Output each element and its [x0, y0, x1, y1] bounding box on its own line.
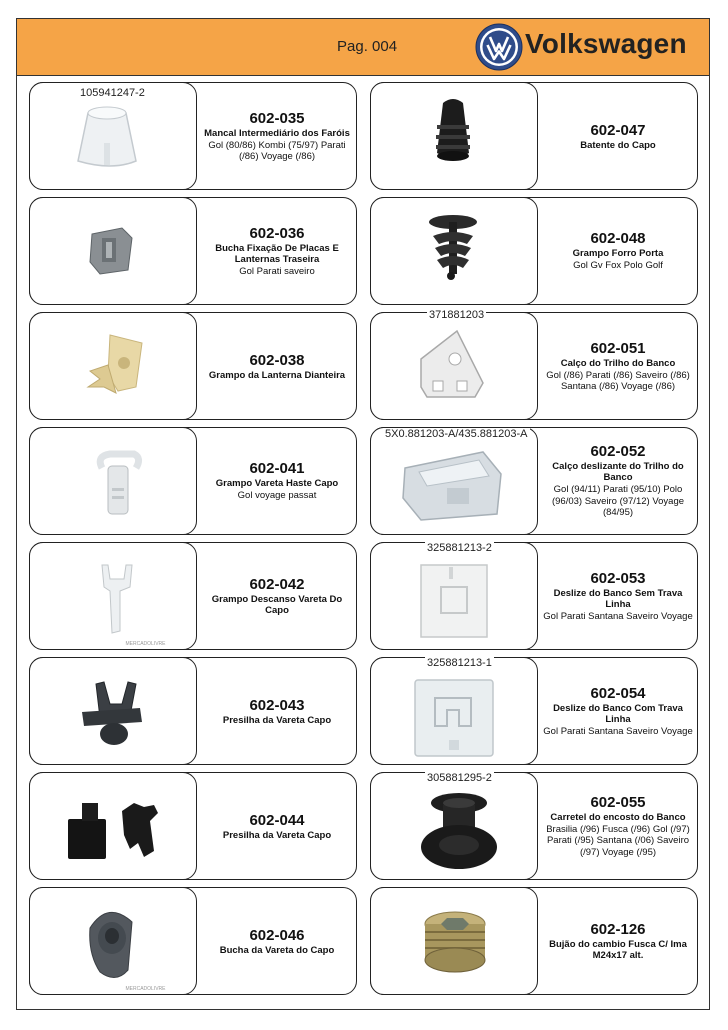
rod-retainer-icon	[30, 658, 197, 765]
product-applications: Gol (94/11) Parati (95/10) Polo (96/03) Saveiro (97/12) Voyage (84/95)	[551, 484, 685, 519]
product-info	[539, 888, 697, 994]
product-name: Presilha da Vareta Capo	[222, 714, 332, 726]
product-card	[29, 197, 357, 305]
product-info	[539, 428, 697, 534]
product-image	[29, 427, 197, 535]
reference-number: 305881295-2	[427, 772, 492, 784]
product-card	[370, 542, 698, 650]
product-image	[29, 772, 197, 880]
spool-icon	[371, 773, 538, 880]
product-name: Grampo Vareta Haste Capo	[215, 478, 339, 490]
product-image	[370, 82, 538, 190]
product-name: Deslize do Banco Sem Trava Linha	[553, 587, 683, 610]
product-applications: Gol Gv Fox Polo Golf	[573, 260, 663, 272]
product-code: 602-036	[249, 224, 305, 242]
product-name: Calço do Trilho do Banco	[560, 357, 676, 369]
product-code: 602-035	[249, 109, 305, 127]
product-info	[198, 198, 356, 304]
page-number: Pag. 004	[337, 38, 398, 55]
product-code: 602-055	[590, 793, 646, 811]
page-header	[16, 18, 710, 76]
product-image	[29, 197, 197, 305]
product-image	[370, 542, 538, 650]
product-code: 602-048	[590, 230, 646, 248]
product-code: 602-043	[249, 696, 305, 714]
reference-number: 325881213-2	[427, 542, 492, 554]
product-code: 602-053	[590, 569, 646, 587]
plate-bushing-icon	[30, 198, 197, 305]
product-name: Bucha da Vareta do Capo	[219, 944, 335, 956]
product-applications: Gol (/86) Parati (/86) Saveiro (/86) Santana (/86) Voyage (/86)	[546, 369, 690, 392]
product-card	[29, 427, 357, 535]
reference-number: 5X0.881203-A/435.881203-A	[385, 428, 528, 440]
product-name: Mancal Intermediário dos Faróis	[204, 127, 350, 139]
product-image	[29, 312, 197, 420]
product-image	[370, 772, 538, 880]
push-clip-icon	[371, 198, 538, 305]
product-name: Bucha Fixação De Placas E Lanternas Traseira	[215, 242, 339, 265]
product-code: 602-051	[590, 339, 646, 357]
product-info	[198, 773, 356, 879]
product-image	[370, 312, 538, 420]
retainer-pair-icon	[30, 773, 197, 880]
product-applications: Gol (80/86) Kombi (75/97) Parati (/86) Voyage (/86)	[208, 139, 346, 162]
product-name: Carretel do encosto do Banco	[550, 811, 686, 823]
brand-name: Volkswagen	[525, 28, 687, 59]
product-code: 602-046	[249, 926, 305, 944]
product-info	[539, 313, 697, 419]
vw-logo-icon	[475, 23, 523, 71]
product-applications: Brasilia (/96) Fusca (/96) Gol (/97) Parati (/95) Santana (/06) Saveiro (/97) Voyage (/95)	[546, 823, 690, 858]
drain-plug-icon	[371, 888, 538, 995]
product-info	[198, 428, 356, 534]
product-name: Bujão do cambio Fusca C/ Ima M24x17 alt.	[549, 939, 687, 961]
product-card	[29, 542, 357, 650]
grommet-icon	[30, 888, 197, 995]
product-applications: Gol Parati Santana Saveiro Voyage	[543, 610, 693, 622]
product-code: 602-054	[590, 684, 646, 702]
product-code: 602-044	[249, 811, 305, 829]
product-card	[29, 772, 357, 880]
product-image: MERCADOLIVRE	[29, 542, 197, 650]
product-image	[370, 197, 538, 305]
product-image: MERCADOLIVRE	[29, 887, 197, 995]
product-card	[370, 309, 698, 420]
product-card	[29, 312, 357, 420]
sliding-shim-icon	[371, 428, 538, 535]
product-card	[29, 657, 357, 765]
product-info	[539, 83, 697, 189]
product-name: Batente do Capo	[580, 139, 656, 151]
product-card	[370, 657, 698, 765]
product-image	[29, 657, 197, 765]
rail-shim-icon	[371, 313, 538, 420]
reference-number: 105941247-2	[80, 87, 145, 99]
product-info	[539, 198, 697, 304]
product-info	[539, 543, 697, 649]
rod-clip-icon	[30, 428, 197, 535]
product-name: Calço deslizante do Trilho do Banco	[552, 461, 684, 484]
product-card	[370, 427, 698, 535]
product-image	[370, 427, 538, 535]
product-code: 602-126	[590, 921, 646, 938]
seat-slide-lock-icon	[371, 658, 538, 765]
product-code: 602-038	[249, 351, 305, 369]
product-card	[29, 887, 357, 995]
product-name: Grampo Descanso Vareta Do Capo	[211, 594, 343, 616]
product-name: Presilha da Vareta Capo	[222, 829, 332, 841]
product-info	[539, 658, 697, 764]
product-name: Grampo Forro Porta	[572, 248, 664, 260]
product-applications: Gol voyage passat	[237, 490, 317, 502]
seat-slide-icon	[371, 543, 538, 650]
product-code: 602-052	[590, 443, 646, 461]
product-info	[198, 658, 356, 764]
product-code: 602-041	[249, 460, 305, 478]
product-card	[29, 82, 357, 190]
product-card	[370, 772, 698, 880]
reference-number: 325881213-1	[427, 657, 492, 669]
product-image	[370, 887, 538, 995]
product-applications: Gol Parati saveiro	[239, 265, 315, 277]
product-info	[198, 83, 356, 189]
rest-clip-icon	[30, 543, 197, 650]
bump-stop-icon	[371, 83, 538, 190]
product-info	[198, 313, 356, 419]
product-code: 602-047	[590, 121, 646, 139]
reference-number: 371881203	[429, 309, 485, 321]
product-info	[539, 773, 697, 879]
product-card	[370, 887, 698, 995]
product-name: Grampo da Lanterna Dianteira	[208, 369, 346, 381]
product-applications: Gol Parati Santana Saveiro Voyage	[543, 725, 693, 737]
product-code: 602-042	[249, 576, 305, 593]
product-info	[198, 543, 356, 649]
product-name: Deslize do Banco Com Trava Linha	[553, 702, 683, 725]
lamp-clip-icon	[30, 313, 197, 420]
product-image	[370, 657, 538, 765]
product-card	[370, 197, 698, 305]
product-card	[370, 82, 698, 190]
product-info	[198, 888, 356, 994]
